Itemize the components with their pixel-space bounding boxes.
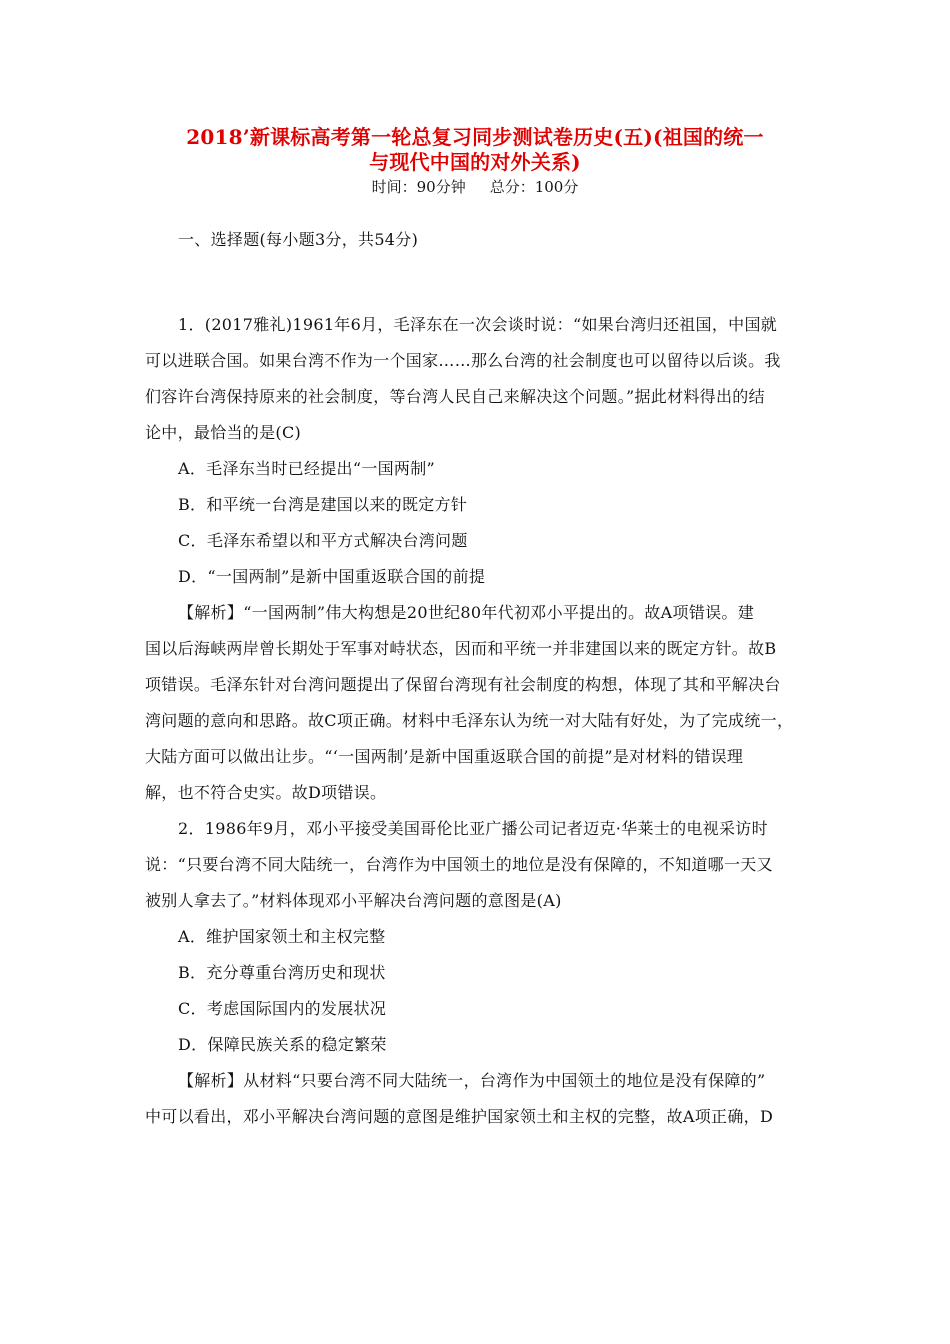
q2-analysis-line: 【解析】从材料“只要台湾不同大陆统一，台湾作为中国领土的地位是没有保障的” (178, 1071, 766, 1090)
q1-stem-line: 们容许台湾保持原来的社会制度，等台湾人民自己来解决这个问题。”据此材料得出的结 (145, 387, 765, 406)
q2-option-c: C．考虑国际国内的发展状况 (178, 999, 387, 1018)
q1-analysis-line: 【解析】“一国两制”伟大构想是20世纪80年代初邓小平提出的。故A项错误。建 (178, 603, 755, 622)
q2-stem-line: 2．1986年9月，邓小平接受美国哥伦比亚广播公司记者迈克·华莱士的电视采访时 (178, 819, 768, 838)
score-label: 总分：100分 (489, 178, 579, 196)
document-title-line-1: 2018’新课标高考第一轮总复习同步测试卷历史(五)(祖国的统一 (186, 125, 764, 149)
q2-stem-line: 说：“只要台湾不同大陆统一，台湾作为中国领土的地位是没有保障的，不知道哪一天又 (145, 855, 773, 874)
q1-option-d: D．“一国两制”是新中国重返联合国的前提 (178, 567, 486, 586)
q2-option-d: D．保障民族关系的稳定繁荣 (178, 1035, 387, 1054)
document-title-line-2: 与现代中国的对外关系) (369, 150, 581, 174)
time-label: 时间：90分钟 (371, 178, 466, 196)
q1-stem-line: 论中，最恰当的是(C) (145, 423, 302, 442)
q1-option-b: B．和平统一台湾是建国以来的既定方针 (178, 495, 468, 514)
q1-analysis-line: 国以后海峡两岸曾长期处于军事对峙状态，因而和平统一并非建国以来的既定方针。故B (145, 639, 777, 658)
q2-option-b: B．充分尊重台湾历史和现状 (178, 963, 386, 982)
q1-analysis-line: 大陆方面可以做出让步。“‘一国两制’是新中国重返联合国的前提”是对材料的错误理 (145, 747, 744, 766)
q2-stem-line: 被别人拿去了。”材料体现邓小平解决台湾问题的意图是(A) (145, 891, 562, 910)
q2-option-a: A．维护国家领土和主权完整 (178, 927, 386, 946)
q1-analysis-line: 解，也不符合史实。故D项错误。 (145, 783, 387, 802)
section-heading: 一、选择题(每小题3分，共54分) (178, 230, 419, 249)
q1-option-c: C．毛泽东希望以和平方式解决台湾问题 (178, 531, 468, 550)
exam-meta (100, 177, 850, 197)
q2-analysis-line: 中可以看出，邓小平解决台湾问题的意图是维护国家领土和主权的完整，故A项正确，D (145, 1107, 774, 1126)
q1-stem-line: 1．(2017雅礼)1961年6月，毛泽东在一次会谈时说：“如果台湾归还祖国，中国就 (178, 315, 778, 334)
q1-stem-line: 可以进联合国。如果台湾不作为一个国家……那么台湾的社会制度也可以留待以后谈。我 (145, 351, 781, 370)
q1-analysis-line: 湾问题的意向和思路。故C项正确。材料中毛泽东认为统一对大陆有好处，为了完成统一， (145, 711, 794, 730)
q1-analysis-line: 项错误。毛泽东针对台湾问题提出了保留台湾现有社会制度的构想，体现了其和平解决台 (145, 675, 781, 694)
q1-option-a: A．毛泽东当时已经提出“一国两制” (178, 459, 436, 478)
